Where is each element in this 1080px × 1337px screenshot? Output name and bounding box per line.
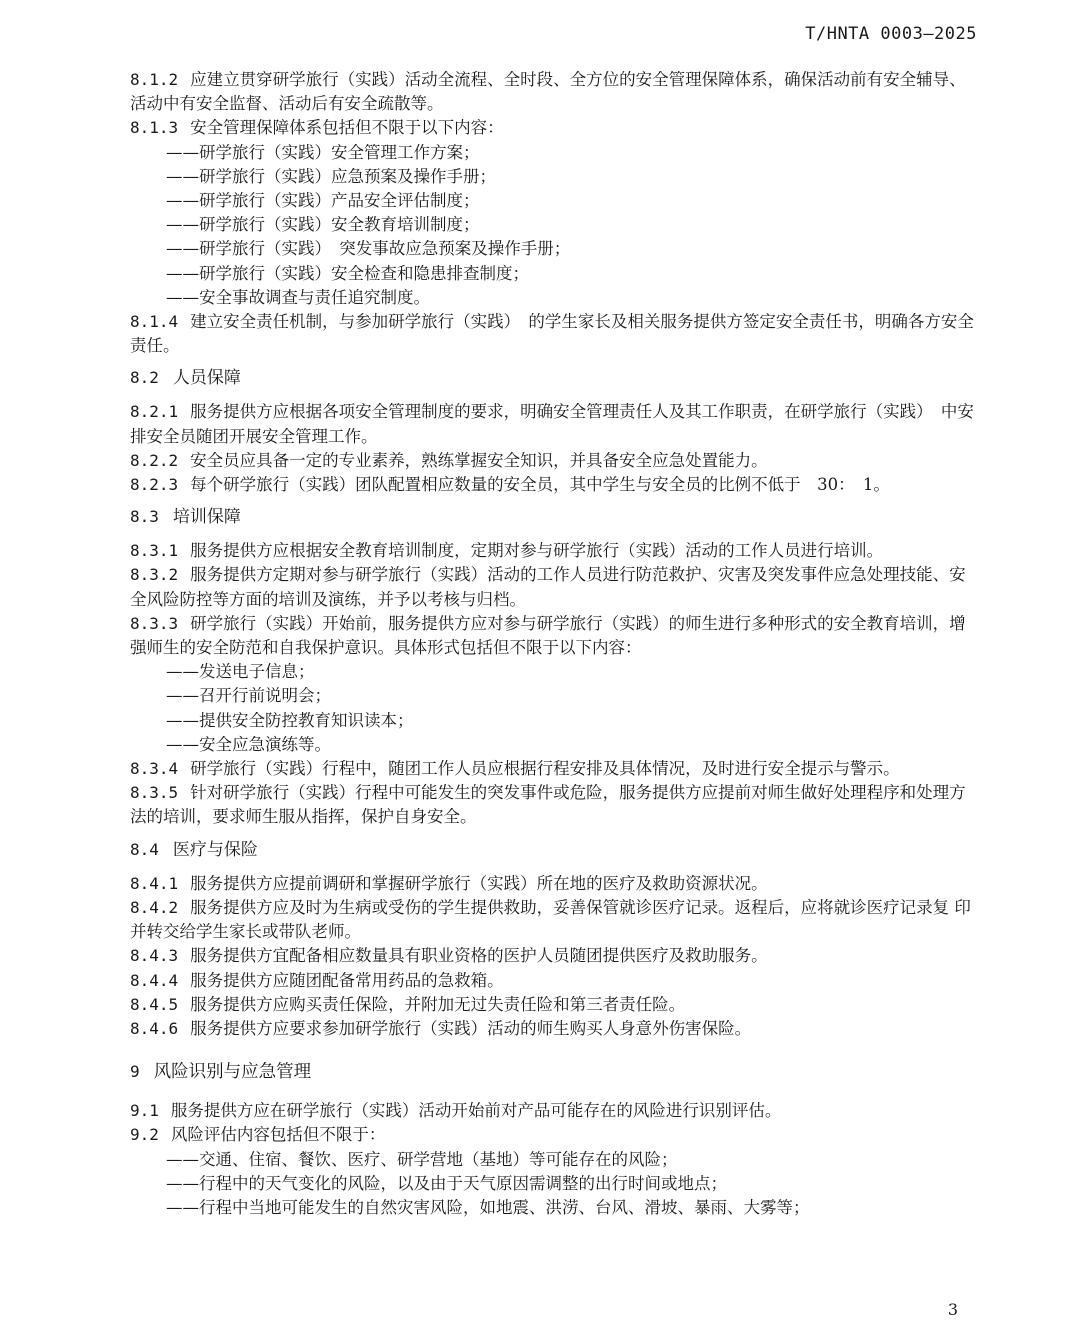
- list-item: ——行程中当地可能发生的自然灾害风险，如地震、洪涝、台风、滑坡、暴雨、大雾等；: [166, 1197, 810, 1217]
- clause-paragraph: [130, 612, 978, 660]
- clause-paragraph: [130, 116, 978, 140]
- section-heading: [130, 505, 978, 529]
- list-item: ——安全应急演练等。: [166, 734, 331, 754]
- heading-number: 8.2: [130, 368, 159, 388]
- clause-number: 8.3.3: [130, 613, 179, 633]
- clause-text: 服务提供方应及时为生病或受伤的学生提供救助，妥善保管就诊医疗记录。返程后，应将就诊医疗记录复 印并转交给学生家长或带队老师。: [130, 897, 971, 942]
- clause-text: 风险评估内容包括但不限于：: [170, 1125, 386, 1145]
- clause-paragraph: [130, 872, 978, 896]
- clause-text: 服务提供方应要求参加研学旅行（实践）活动的师生购买人身意外伤害保险。: [190, 1018, 752, 1038]
- clause-paragraph: [130, 1099, 978, 1123]
- clause-paragraph: [130, 993, 978, 1017]
- clause-text: 研学旅行（实践）开始前，服务提供方应对参与研学旅行（实践）的师生进行多种形式的安全教育培训，增强师生的安全防范和自我保护意识。具体形式包括但不限于以下内容：: [130, 613, 966, 658]
- heading-number: 8.3: [130, 507, 159, 527]
- heading-text: 医疗与保险: [172, 839, 258, 860]
- clause-text: 安全员应具备一定的专业素养，熟练掌握安全知识，并具备安全应急处置能力。: [190, 450, 768, 470]
- clause-number: 8.2.2: [130, 450, 179, 470]
- clause-text: 针对研学旅行（实践）行程中可能发生的突发事件或危险，服务提供方应提前对师生做好处理程序和处理方法的培训，要求师生服从指挥，保护自身安全。: [130, 783, 966, 827]
- clause-paragraph: [130, 68, 978, 116]
- chapter-heading: [130, 1059, 978, 1085]
- list-item: ——交通、住宿、餐饮、医疗、研学营地（基地）等可能存在的风险；: [166, 1149, 678, 1169]
- page-number: 3: [947, 1300, 958, 1319]
- clause-paragraph: [130, 944, 978, 968]
- list-item: ——行程中的天气变化的风险，以及由于天气原因需调整的出行时间或地点；: [166, 1173, 727, 1193]
- clause-paragraph: [130, 473, 978, 497]
- heading-text: 人员保障: [172, 368, 241, 389]
- clause-paragraph: [130, 969, 978, 993]
- clause-paragraph: [130, 781, 978, 829]
- document-code: T/HNTA 0003—2025: [805, 24, 977, 44]
- clause-text: 每个研学旅行（实践）团队配置相应数量的安全员，其中学生与安全员的比例不低于 30： 1。: [190, 475, 890, 495]
- clause-text: 服务提供方应购买责任保险，并附加无过失责任险和第三者责任险。: [190, 994, 686, 1014]
- clause-paragraph: [130, 757, 978, 781]
- clause-text: 服务提供方宜配备相应数量具有职业资格的医护人员随团提供医疗及救助服务。: [190, 946, 768, 966]
- document-body: [130, 68, 978, 1220]
- clause-paragraph: [130, 449, 978, 473]
- clause-number: 8.4.1: [130, 873, 179, 893]
- clause-number: 8.1.4: [130, 312, 179, 332]
- clause-paragraph: [130, 400, 978, 448]
- list-item: ——研学旅行（实践）安全检查和隐患排查制度；: [166, 263, 529, 283]
- list-item: ——发送电子信息；: [166, 662, 315, 682]
- clause-number: 8.4.5: [130, 994, 179, 1014]
- clause-paragraph: [130, 539, 978, 563]
- list-item: ——召开行前说明会；: [166, 686, 331, 706]
- clause-number: 8.2.1: [130, 402, 179, 422]
- clause-text: 研学旅行（实践）行程中，随团工作人员应根据行程安排及具体情况，及时进行安全提示与警示。: [190, 759, 900, 779]
- heading-number: 8.4: [130, 839, 159, 859]
- clause-number: 8.4.2: [130, 897, 179, 917]
- clause-text: 安全管理保障体系包括但不限于以下内容：: [190, 118, 504, 138]
- clause-paragraph: [130, 563, 978, 611]
- list-item: ——研学旅行（实践） 突发事故应急预案及操作手册；: [166, 239, 571, 259]
- list-item: ——研学旅行（实践）产品安全评估制度；: [166, 191, 480, 211]
- clause-text: 服务提供方应在研学旅行（实践）活动开始前对产品可能存在的风险进行识别评估。: [170, 1101, 782, 1121]
- clause-number: 8.4.3: [130, 946, 179, 966]
- clause-number: 8.4.6: [130, 1018, 179, 1038]
- clause-paragraph: [130, 1017, 978, 1041]
- clause-number: 8.3.1: [130, 541, 179, 561]
- clause-text: 服务提供方定期对参与研学旅行（实践）活动的工作人员进行防范救护、灾害及突发事件应急处理技能、安全风险防控等方面的培训及演练，并予以考核与归档。: [130, 565, 966, 609]
- list-item: ——安全事故调查与责任追究制度。: [166, 287, 430, 307]
- list-item: ——研学旅行（实践）安全教育培训制度；: [166, 215, 480, 235]
- list-item: ——提供安全防控教育知识读本；: [166, 710, 414, 730]
- clause-number: 9.2: [130, 1125, 159, 1145]
- clause-number: 8.3.4: [130, 759, 179, 779]
- clause-number: 8.3.5: [130, 783, 179, 803]
- clause-number: 9.1: [130, 1101, 159, 1121]
- clause-text: 服务提供方应提前调研和掌握研学旅行（实践）所在地的医疗及救助资源状况。: [190, 873, 768, 893]
- clause-text: 服务提供方应随团配备常用药品的急救箱。: [190, 970, 504, 990]
- clause-paragraph: [130, 896, 978, 944]
- heading-text: 风险识别与应急管理: [153, 1062, 312, 1083]
- clause-number: 8.2.3: [130, 475, 179, 495]
- clause-paragraph: [130, 1123, 978, 1147]
- clause-number: 8.4.4: [130, 970, 179, 990]
- clause-number: 8.1.3: [130, 118, 179, 138]
- clause-paragraph: [130, 310, 978, 358]
- heading-number: 9: [130, 1062, 140, 1082]
- list-item: ——研学旅行（实践）安全管理工作方案；: [166, 142, 480, 162]
- section-heading: [130, 366, 978, 390]
- heading-text: 培训保障: [172, 507, 241, 528]
- clause-text: 服务提供方应根据各项安全管理制度的要求，明确安全管理责任人及其工作职责，在研学旅行（实践） 中安排安全员随团开展安全管理工作。: [130, 402, 974, 446]
- section-heading: [130, 838, 978, 862]
- clause-text: 建立安全责任机制，与参加研学旅行（实践） 的学生家长及相关服务提供方签定安全责任书，明确各方安全责任。: [130, 312, 974, 356]
- clause-number: 8.1.2: [130, 70, 179, 89]
- list-item: ——研学旅行（实践）应急预案及操作手册；: [166, 166, 496, 186]
- clause-text: 服务提供方应根据安全教育培训制度，定期对参与研学旅行（实践）活动的工作人员进行培训。: [190, 541, 884, 561]
- clause-number: 8.3.2: [130, 565, 179, 585]
- clause-text: 应建立贯穿研学旅行（实践）活动全流程、全时段、全方位的安全管理保障体系，确保活动前有安全辅导、活动中有安全监督、活动后有安全疏散等。: [130, 70, 966, 114]
